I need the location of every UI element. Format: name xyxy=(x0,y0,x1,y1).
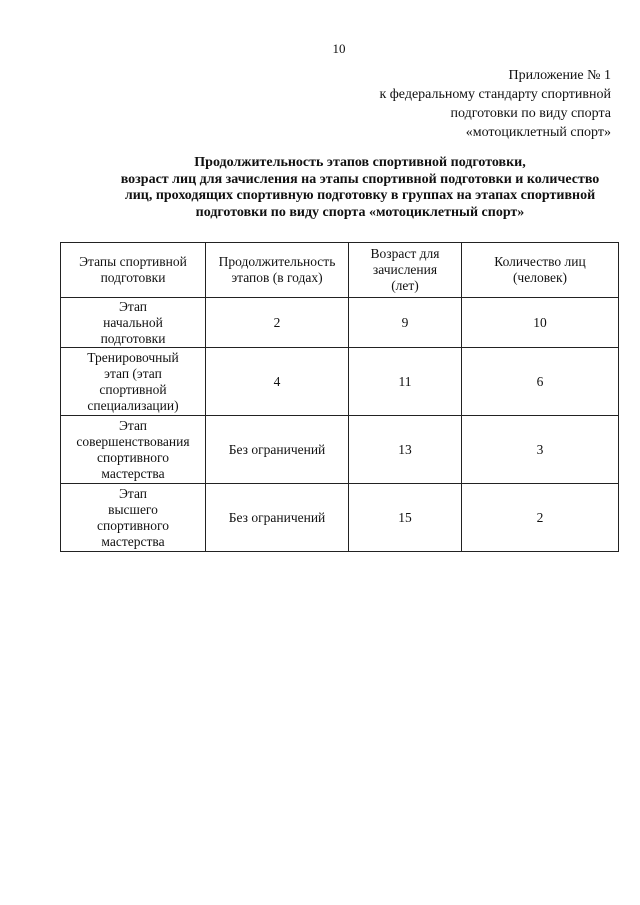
title-line: лиц, проходящих спортивную подготовку в группах на этапах спортивной xyxy=(124,188,596,204)
appendix-header xyxy=(379,66,611,142)
cell-duration: Без ограничений xyxy=(206,416,349,484)
page-number: 10 xyxy=(332,41,346,56)
title-line: возраст лиц для зачисления на этапы спортивной подготовки и количество xyxy=(120,171,600,187)
cell-age: 9 xyxy=(349,298,462,348)
appendix-line: к федеральному стандарту спортивной xyxy=(379,87,611,102)
stages-table xyxy=(60,242,619,552)
header-count: Количество лиц (человек) xyxy=(462,243,619,298)
cell-stage: Этап высшего спортивного мастерства xyxy=(61,484,206,552)
cell-count: 10 xyxy=(462,298,619,348)
table-row xyxy=(61,416,619,484)
cell-duration: Без ограничений xyxy=(206,484,349,552)
cell-stage: Этап начальной подготовки xyxy=(61,298,206,348)
cell-duration: 4 xyxy=(206,348,349,416)
cell-age: 15 xyxy=(349,484,462,552)
header-stages: Этапы спортивной подготовки xyxy=(61,243,206,298)
title-line: Продолжительность этапов спортивной подготовки, xyxy=(194,155,526,170)
appendix-line: «мотоциклетный спорт» xyxy=(465,125,611,140)
cell-age: 13 xyxy=(349,416,462,484)
header-duration: Продолжительность этапов (в годах) xyxy=(206,243,349,298)
cell-stage: Этап совершенствования спортивного мастерства xyxy=(61,416,206,484)
table-row xyxy=(61,484,619,552)
cell-count: 2 xyxy=(462,484,619,552)
header-age: Возраст для зачисления (лет) xyxy=(349,243,462,298)
cell-duration: 2 xyxy=(206,298,349,348)
cell-count: 6 xyxy=(462,348,619,416)
table-row xyxy=(61,348,619,416)
cell-stage: Тренировочный этап (этап спортивной специализации) xyxy=(61,348,206,416)
appendix-line: подготовки по виду спорта xyxy=(450,106,611,121)
table-row xyxy=(61,298,619,348)
table-header-row xyxy=(61,243,619,298)
document-title xyxy=(40,155,640,222)
title-line: подготовки по виду спорта «мотоциклетный спорт» xyxy=(195,205,525,221)
appendix-line: Приложение № 1 xyxy=(508,68,611,83)
cell-count: 3 xyxy=(462,416,619,484)
cell-age: 11 xyxy=(349,348,462,416)
